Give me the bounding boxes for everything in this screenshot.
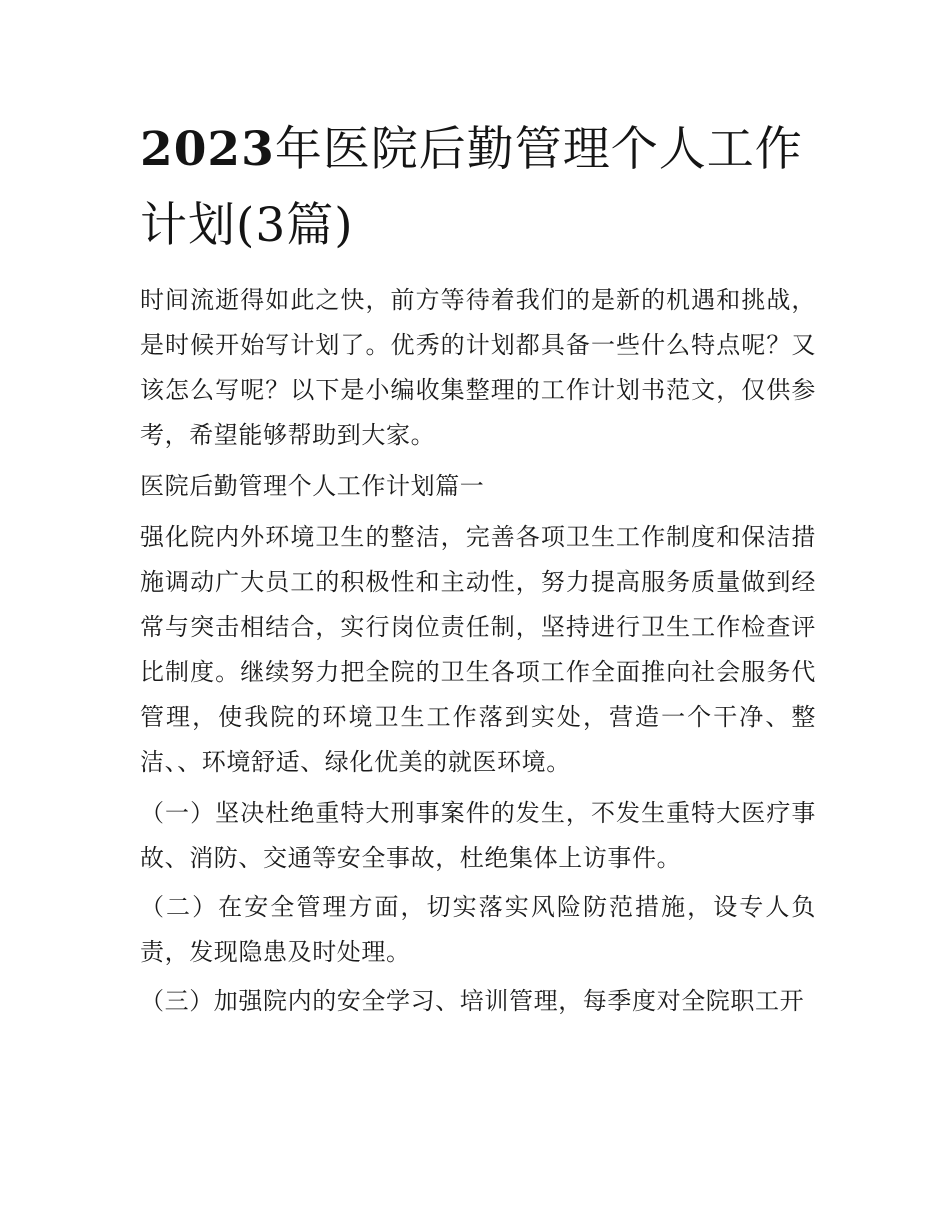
intro-paragraph: 时间流逝得如此之快，前方等待着我们的是新的机遇和挑战，是时候开始写计划了。优秀的计划都具备一些什么特点呢？又该怎么写呢？以下是小编收集整理的工作计划书范文，仅供参考，希望能够帮助到大家。	[140, 286, 816, 449]
list-item-2: （二）在安全管理方面，切实落实风险防范措施，设专人负责，发现隐患及时处理。	[140, 893, 816, 966]
section-paragraph: 强化院内外环境卫生的整洁，完善各项卫生工作制度和保洁措施调动广大员工的积极性和主动性，努力提高服务质量做到经常与突击相结合，实行岗位责任制，坚持进行卫生工作检查评比制度。继续努力把全院的卫生各项工作全面推向社会服务代管理，使我院的环境卫生工作落到实处，营造一个干净、整洁、、环境舒适、绿化优美的就医环境。	[140, 523, 816, 776]
title-text: 年医院后勤管理个人工作计划(3篇)	[140, 122, 803, 253]
section-heading: 医院后勤管理个人工作计划篇一	[140, 472, 485, 500]
document-title	[140, 112, 820, 264]
list-item-3: （三）加强院内的安全学习、培训管理，每季度对全院职工开	[140, 987, 805, 1015]
list-item-1: （一）坚决杜绝重特大刑事案件的发生，不发生重特大医疗事故、消防、交通等安全事故，杜绝集体上访事件。	[140, 799, 816, 872]
document-body	[140, 278, 816, 1028]
title-year: 2023	[140, 122, 275, 177]
